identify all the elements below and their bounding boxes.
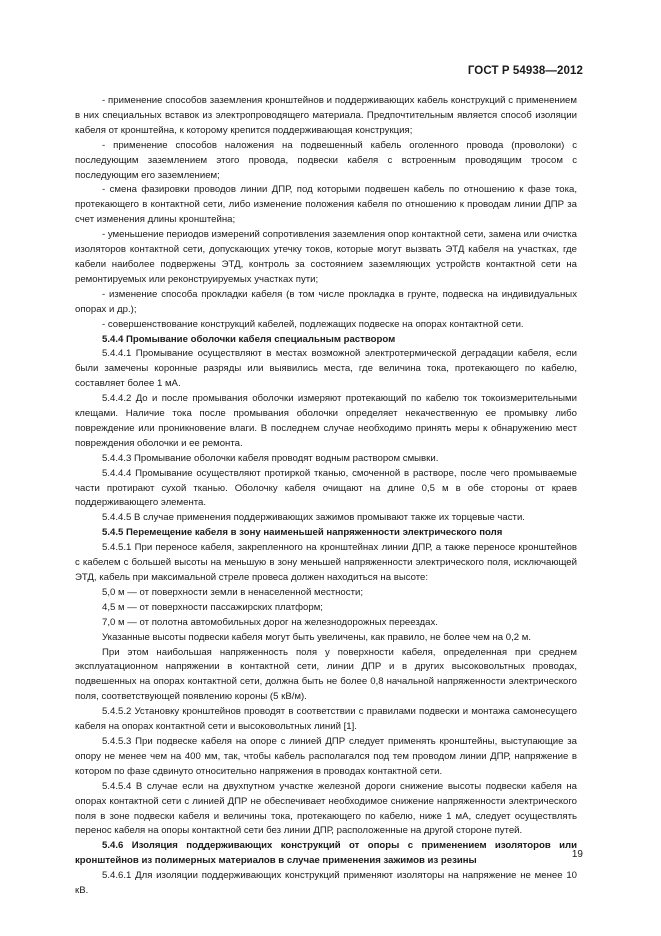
section-heading: 5.4.6 Изоляция поддерживающих конструкций от опоры с применением изоляторов или кронштейнов из полимерных материалов в случае применения зажимов из резины [75, 840, 577, 867]
paragraph: 5.4.5.4 В случае если на двухпутном участке железной дороги снижение высоты подвески кабеля на опорах контактной сети с линией ДПР не обеспечивает необходимое снижение напряженности электрического поля в зоне подвески кабеля и величины тока, протекающего по кабелю, ниже 1 мА, следует осуществлять перенос кабеля на опоры контактной сети без линии ДПР, расположенные на другой стороне путей. [75, 780, 577, 837]
paragraph: 5.4.4.3 Промывание оболочки кабеля проводят водным раствором смывки. [102, 452, 439, 464]
document-code: ГОСТ Р 54938—2012 [467, 65, 583, 77]
paragraph: 5.4.4.4 Промывание осуществляют протиркой тканью, смоченной в растворе, после чего промываемые части протирают сухой тканью. Оболочку кабеля очищают на длине 0,5 м в обе стороны от краев поддерживающего элемента. [75, 467, 577, 509]
paragraph: - применение способов заземления кронштейнов и поддерживающих кабель конструкций с применением в них специальных вставок из электропроводящего материала. Предпочтительным является способ изоляции кабеля от кронштейна, к которому крепится поддерживающая конструкция; [75, 95, 577, 136]
paragraph: 5.4.5.2 Установку кронштейнов проводят в соответствии с правилами подвески и монтажа самонесущего кабеля на опорах контактной сети и высоковольтных линий [1]. [75, 706, 577, 733]
paragraph: - смена фазировки проводов линии ДПР, под которыми подвешен кабель по отношению к фазе тока, протекающего в контактной сети, либо изменение положения кабеля по отношению к проводам линии ДПР за счет изменения длины кронштейна; [75, 184, 577, 226]
section-heading: 5.4.4 Промывание оболочки кабеля специальным раствором [102, 333, 396, 345]
paragraph: 5.4.4.5 В случае применения поддерживающих зажимов промывают также их торцевые части. [102, 512, 525, 524]
page-number: 19 [571, 849, 583, 860]
paragraph: При этом наибольшая напряженность поля у поверхности кабеля, определенная при среднем эксплуатационном напряжении в контактной сети, линии ДПР и в других высоковольтных проводах, подвешенных на опорах контактной сети, должна быть не более 0,8 начальной напряженности электрического поля, соответствующей появлению короны (5 кВ/м). [75, 646, 577, 703]
document-body [75, 94, 577, 899]
paragraph: - применение способов наложения на подвешенный кабель оголенного провода (проволоки) с последующим заземлением этого провода, подвески кабеля с встроенным проводящим тросом с последующим его заземлением; [75, 139, 577, 181]
paragraph: 7,0 м — от полотна автомобильных дорог на железнодорожных переездах. [102, 616, 438, 628]
paragraph: 4,5 м — от поверхности пассажирских платформ; [102, 601, 323, 613]
paragraph: 5.4.4.1 Промывание осуществляют в местах возможной электротермической деградации кабеля, если были замечены коронные разряды или выявились места, где величина тока, протекающего по кабелю, составляет более 1 мА. [75, 348, 577, 390]
paragraph: 5.4.5.3 При подвеске кабеля на опоре с линией ДПР следует применять кронштейны, выступающие за опору не менее чем на 400 мм, так, чтобы кабель располагался под тем проводом линии ДПР, напряжение в котором по фазе сдвинуто относительно напряжения в проводах контактной сети. [75, 735, 577, 777]
paragraph: 5.4.6.1 Для изоляции поддерживающих конструкций применяют изоляторы на напряжение не менее 10 кВ. [75, 870, 577, 897]
paragraph: 5.4.4.2 До и после промывания оболочки измеряют протекающий по кабелю ток токоизмерительными клещами. Наличие тока после промывания оболочки определяет некачественную ее промывку либо повреждение или проникновение влаги. В последнем случае необходимо принять меры к обнаружению мест повреждения оболочки и ее ремонта. [75, 393, 577, 449]
paragraph: - уменьшение периодов измерений сопротивления заземления опор контактной сети, замена или очистка изоляторов контактной сети, допускающих утечку токов, которые могут вызвать ЭТД кабеля на участках, где кабели наиболее подвержены ЭТД, контроль за состоянием заземляющих устройств контактной сети на ремонтируемых или реконструируемых участках пути; [75, 229, 577, 285]
paragraph: Указанные высоты подвески кабеля могут быть увеличены, как правило, не более чем на 0,2 м. [102, 631, 532, 643]
paragraph: 5.4.5.1 При переносе кабеля, закрепленного на кронштейнах линии ДПР, а также переносе кронштейнов с кабелем с большей высоты на меньшую в зону меньшей напряженности электрического поля, исключающей ЭТД, кабель при максимальной стреле провеса должен находиться на высоте: [75, 542, 577, 583]
paragraph: 5,0 м — от поверхности земли в ненаселенной местности; [102, 586, 363, 598]
paragraph: - совершенствование конструкций кабелей, подлежащих подвеске на опорах контактной сети. [102, 318, 524, 330]
section-heading: 5.4.5 Перемещение кабеля в зону наименьшей напряженности электрического поля [102, 527, 503, 539]
paragraph: - изменение способа прокладки кабеля (в том числе прокладка в грунте, подвеска на индивидуальных опорах и др.); [75, 288, 577, 315]
